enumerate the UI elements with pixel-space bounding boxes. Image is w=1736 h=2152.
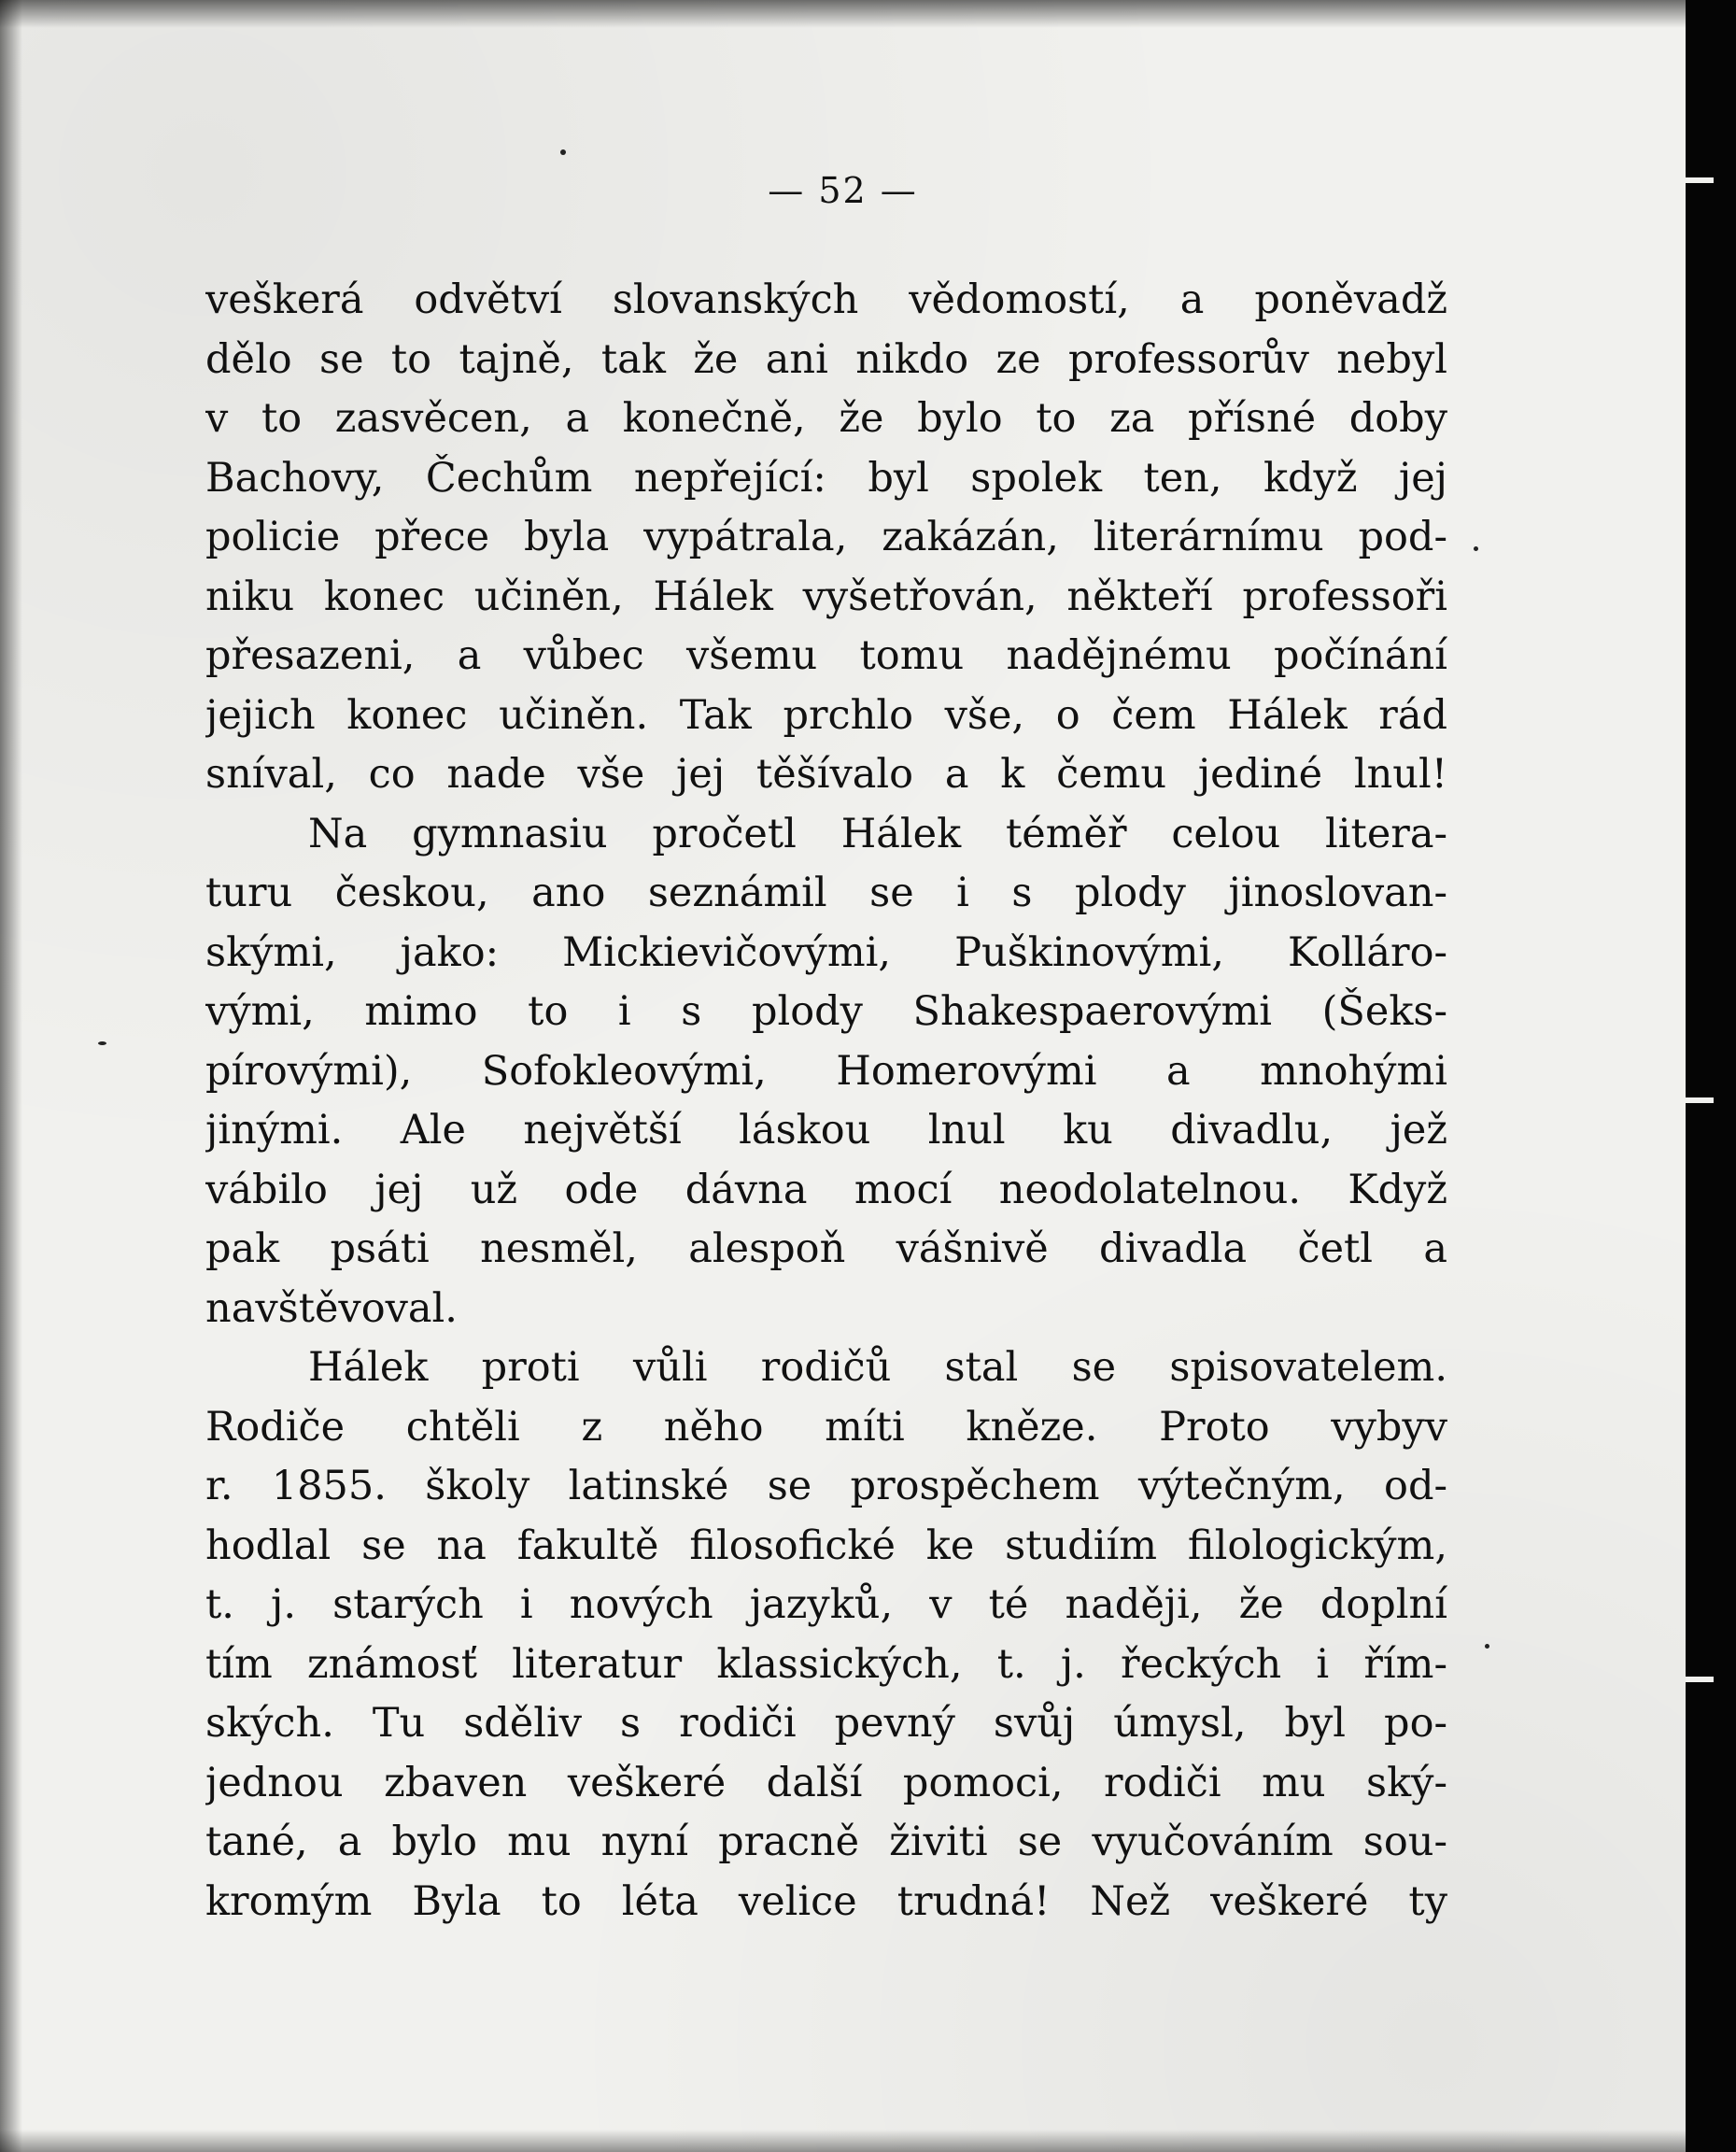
text-line: kromým Byla to léta velice trudná! Než veškeré ty [205, 1877, 1447, 1925]
text-line: policie přece byla vypátrala, zakázán, literárnímu pod- [205, 514, 1447, 560]
body-text [205, 271, 1447, 1932]
text-line: Rodiče chtěli z něho míti kněze. Proto vybyv [205, 1403, 1447, 1451]
text-line: turu českou, ano seznámil se i s plody jinoslovan- [205, 870, 1447, 916]
edge-mark [1686, 1677, 1714, 1682]
text-line: hodlal se na fakultě filosofické ke studiím filologickým, [205, 1522, 1447, 1569]
text-line: vými, mimo to i s plody Shakespaerovými (Šeks- [205, 988, 1447, 1035]
scan-left-shadow [0, 0, 22, 2152]
text-line: dělo se to tajně, tak že ani nikdo ze professorův nebyl [205, 335, 1447, 383]
scan-speck [1474, 546, 1478, 551]
text-line: v to zasvěcen, a konečně, že bylo to za přísné doby [205, 395, 1447, 442]
text-line: Na gymnasiu pročetl Hálek téměř celou litera- [308, 810, 1447, 857]
text-line: pírovými), Sofokleovými, Homerovými a mnohými [205, 1047, 1447, 1095]
text-line: Hálek proti vůli rodičů stal se spisovatelem. [308, 1344, 1447, 1391]
scan-speck [98, 1041, 106, 1045]
text-line: jejich konec učiněn. Tak prchlo vše, o čem Hálek rád [205, 691, 1447, 739]
text-line: tím známosť literatur klassických, t. j. řeckých i řím- [205, 1640, 1447, 1688]
text-line: skými, jako: Mickievičovými, Puškinovými, Kolláro- [205, 928, 1447, 976]
text-line: Bachovy, Čechům nepřející: byl spolek ten, když jej [205, 454, 1447, 502]
text-line: pak psáti nesměl, alespoň vášnivě divadla četl a [205, 1225, 1447, 1272]
text-line: tané, a bylo mu nyní pracně živiti se vyučováním sou- [205, 1819, 1447, 1865]
text-line: vábilo jej už ode dávna mocí neodolatelnou. Když [205, 1166, 1447, 1213]
scan-bottom-shadow [0, 2130, 1686, 2152]
page-number: — 52 — [768, 170, 918, 211]
scan-right-edge [1686, 0, 1736, 2152]
edge-mark [1686, 177, 1714, 183]
text-line: niku konec učiněn, Hálek vyšetřován, někteří professoři [205, 573, 1447, 620]
scan-speck [560, 149, 566, 155]
text-line: veškerá odvětví slovanských vědomostí, a poněvadž [205, 276, 1447, 323]
text-line: jednou zbaven veškeré další pomoci, rodiči mu ský- [205, 1759, 1447, 1806]
text-line: r. 1855. školy latinské se prospěchem výtečným, od- [205, 1463, 1447, 1509]
text-line: ských. Tu sděliv s rodiči pevný svůj úmysl, byl po- [205, 1700, 1447, 1747]
text-line: navštěvoval. [205, 1284, 458, 1332]
text-line: sníval, co nade vše jej těšívalo a k čemu jediné lnul! [205, 751, 1447, 798]
text-line: přesazeni, a vůbec všemu tomu nadějnému počínání [205, 632, 1447, 679]
text-line: jinými. Ale největší láskou lnul ku divadlu, jež [205, 1107, 1447, 1154]
text-line: t. j. starých i nových jazyků, v té naději, že doplní [205, 1581, 1447, 1628]
scan-speck [1485, 1644, 1489, 1649]
edge-mark [1686, 1097, 1714, 1103]
scan-top-shadow [0, 0, 1686, 28]
